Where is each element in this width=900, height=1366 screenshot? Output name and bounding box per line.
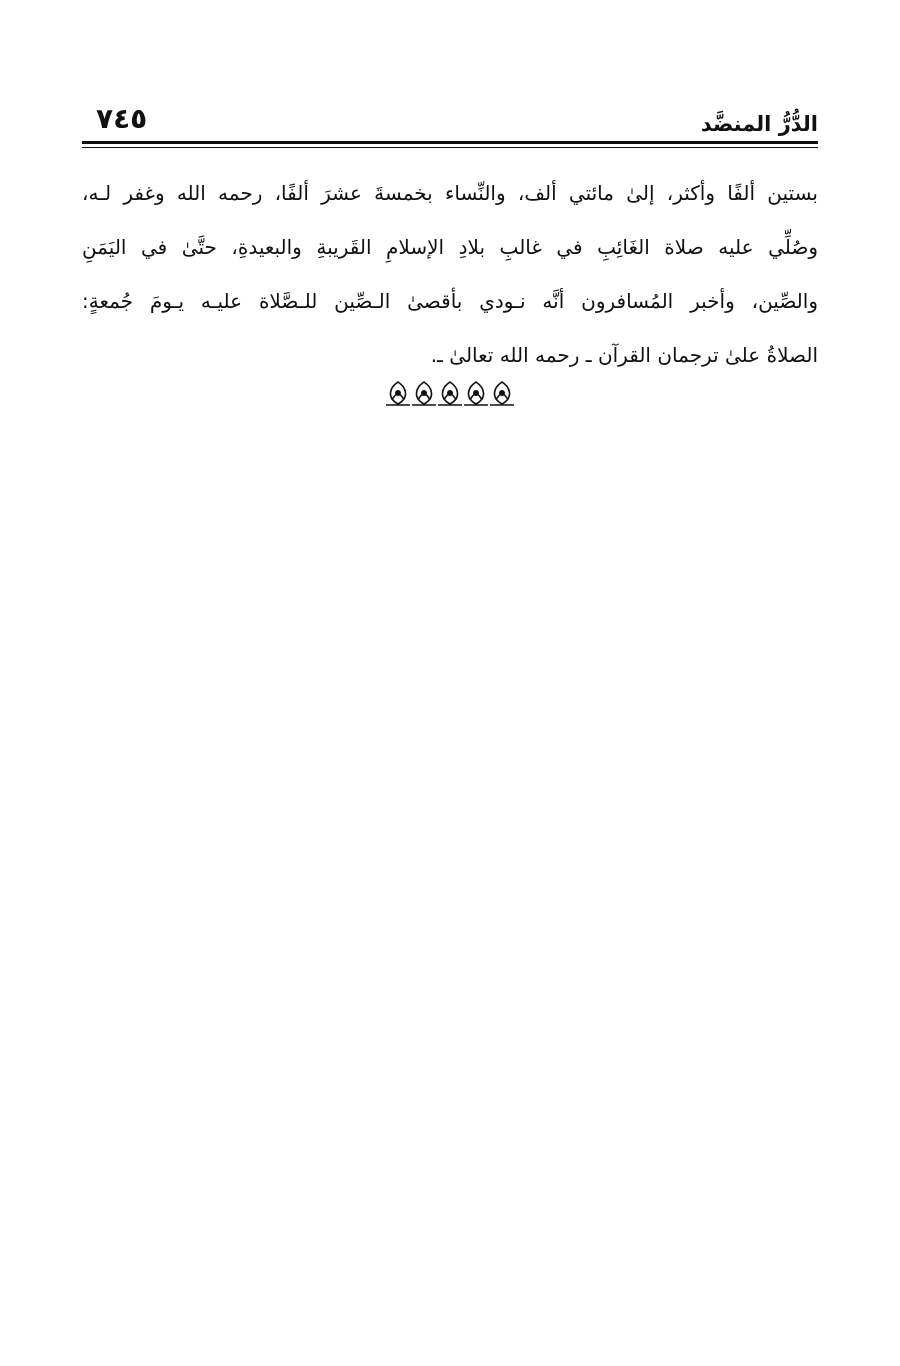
ornament-graphic [385,378,515,408]
page-number: ٧٤٥ [96,102,148,135]
page-header [82,96,818,138]
ornament-unit [438,382,462,405]
floral-end-ornament-icon [385,378,515,408]
body-paragraph [82,166,818,382]
text-line: وصُلِّي عليه صلاة الغَائِبِ في غالبِ بلادِ الإسلامِ القَريبةِ والبعيدةِ، حتَّىٰ في اليَمَنِ [82,235,818,259]
header-rule-thick [82,141,818,144]
running-title: الدُّرُّ المنضَّد [700,112,818,136]
text-line: والصِّين، وأخبر المُسافرون أنَّه نـودي بأقصىٰ الـصِّين للـصَّلاة عليـه يـومَ جُمعةٍ: [82,289,818,313]
text-line: بستين ألفًا وأكثر، إلىٰ مائتي ألف، والنِّساء بخمسةَ عشرَ ألفًا، رحمه الله وغفر لـه، [82,181,818,205]
text-line: الصلاةُ علىٰ ترجمان القرآن ـ رحمه الله تعالىٰ ـ. [430,343,818,367]
header-rule-thin [82,147,818,148]
ornament-unit [386,382,410,405]
ornament-unit [412,382,436,405]
ornament-unit [464,382,488,405]
ornament-unit [490,382,514,405]
